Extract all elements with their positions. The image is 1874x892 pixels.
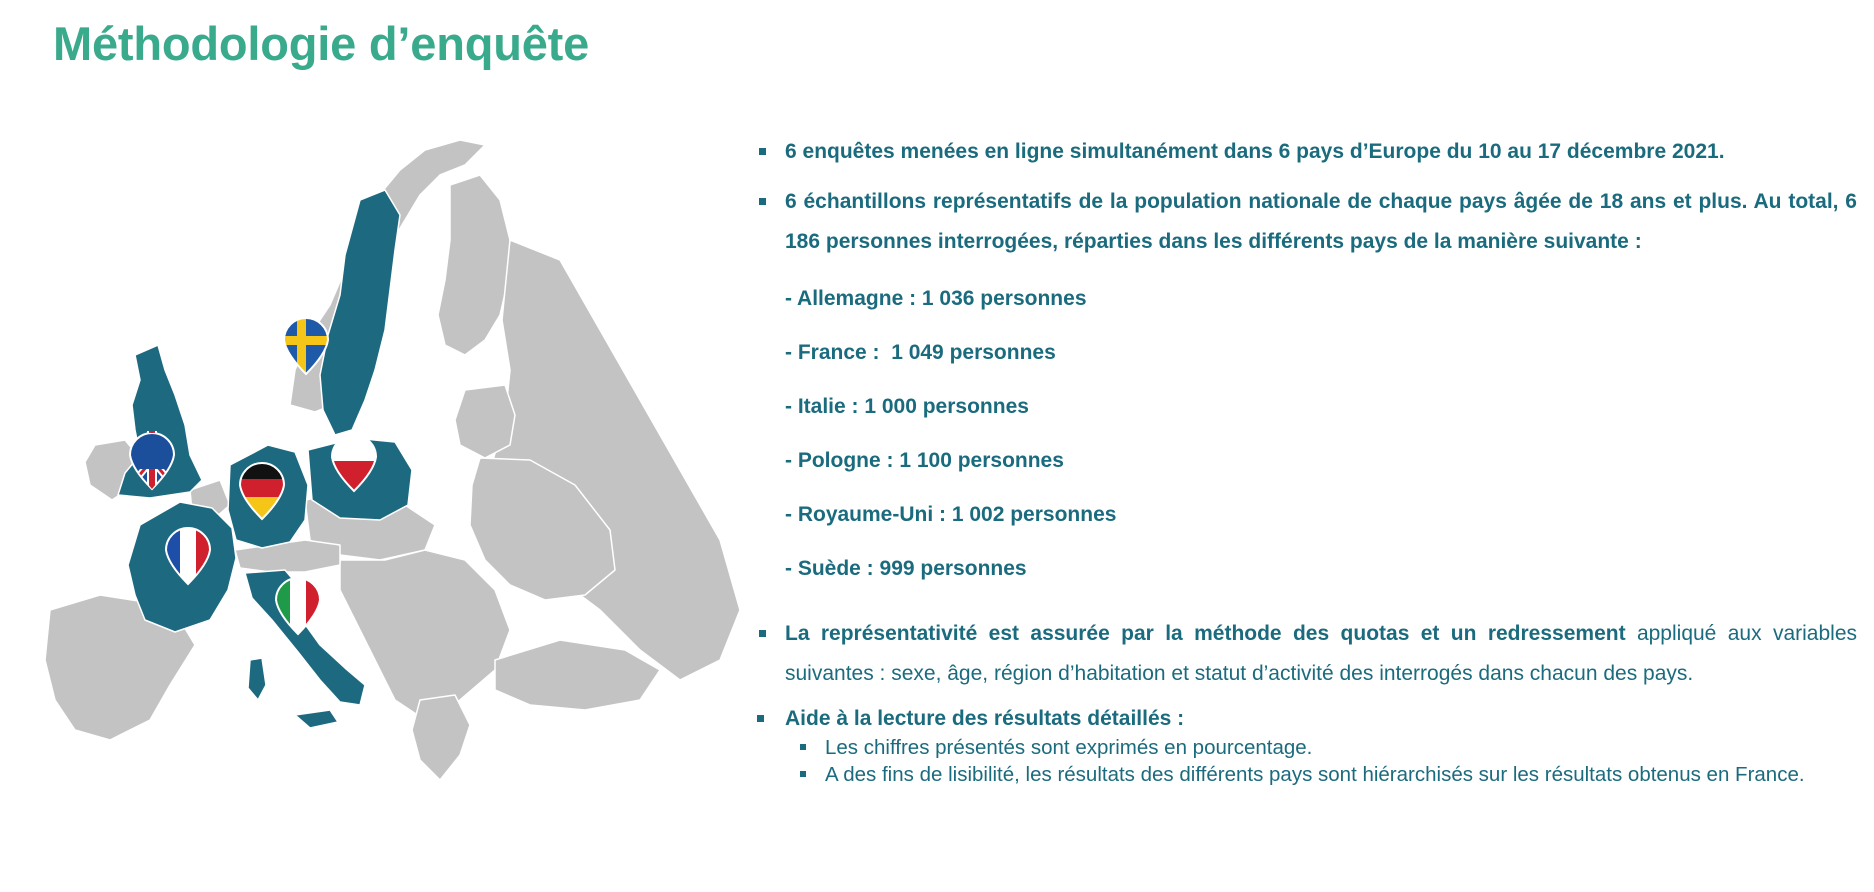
- list-item: [755, 734, 1857, 761]
- list-item: [755, 761, 1857, 788]
- list-item: - Allemagne : 1 036 personnes: [785, 287, 1087, 310]
- sicily-shape: [295, 710, 338, 728]
- turkey-shape: [495, 640, 660, 710]
- reading-aid-title-text: Aide à la lecture des résultats détaillés :: [785, 707, 1185, 730]
- page-title: Méthodologie d’enquête: [53, 17, 590, 70]
- list-item: - Royaume-Uni : 1 002 personnes: [785, 503, 1117, 526]
- greece-shape: [412, 695, 470, 780]
- finland-shape: [438, 175, 510, 355]
- reading-aid-item-text: Les chiffres présentés sont exprimés en pourcentage.: [825, 736, 1313, 759]
- baltics-shape: [455, 385, 515, 458]
- europe-map: [40, 140, 760, 880]
- bullet-samples-text: 6 échantillons représentatifs de la population nationale de chaque pays âgée de 18 ans et plus. Au total, 6 186 personnes interrogées, réparties dans les différents pays de la manière suivante :: [785, 190, 1857, 253]
- list-item: - Pologne : 1 100 personnes: [785, 449, 1064, 472]
- bullet-square-icon: [800, 744, 806, 750]
- methodology-text: [755, 132, 1857, 788]
- representativity-bold-text: La représentativité est assurée par la méthode des quotas et un redressement: [785, 622, 1626, 645]
- sample-list: [785, 272, 1857, 596]
- bullet-surveys-text: 6 enquêtes menées en ligne simultanément dans 6 pays d’Europe du 10 au 17 décembre 2021.: [785, 140, 1725, 163]
- bullet-square-icon: [759, 148, 766, 155]
- bullet-square-icon: [800, 771, 806, 777]
- reading-aid-item-text: A des fins de lisibilité, les résultats des différents pays sont hiérarchisés sur les résultats obtenus en France.: [825, 763, 1805, 786]
- reading-aid-title: [755, 704, 1857, 734]
- list-item: - Suède : 999 personnes: [785, 557, 1027, 580]
- bullet-surveys: [755, 132, 1857, 172]
- list-item: - France : 1 049 personnes: [785, 341, 1056, 364]
- sardinia-shape: [248, 658, 266, 700]
- bullet-square-icon: [759, 198, 766, 205]
- balkans-shape: [340, 550, 510, 720]
- bullet-square-icon: [759, 630, 766, 637]
- bullet-samples: [755, 182, 1857, 262]
- representativity-text: appliqué aux variables suivantes : sexe, âge, région d’habitation et statut d’activité des interrogés dans chacun des pays.: [785, 622, 1858, 685]
- bullet-representativity: [755, 614, 1857, 694]
- list-item: - Italie : 1 000 personnes: [785, 395, 1029, 418]
- bullet-square-icon: [757, 715, 764, 722]
